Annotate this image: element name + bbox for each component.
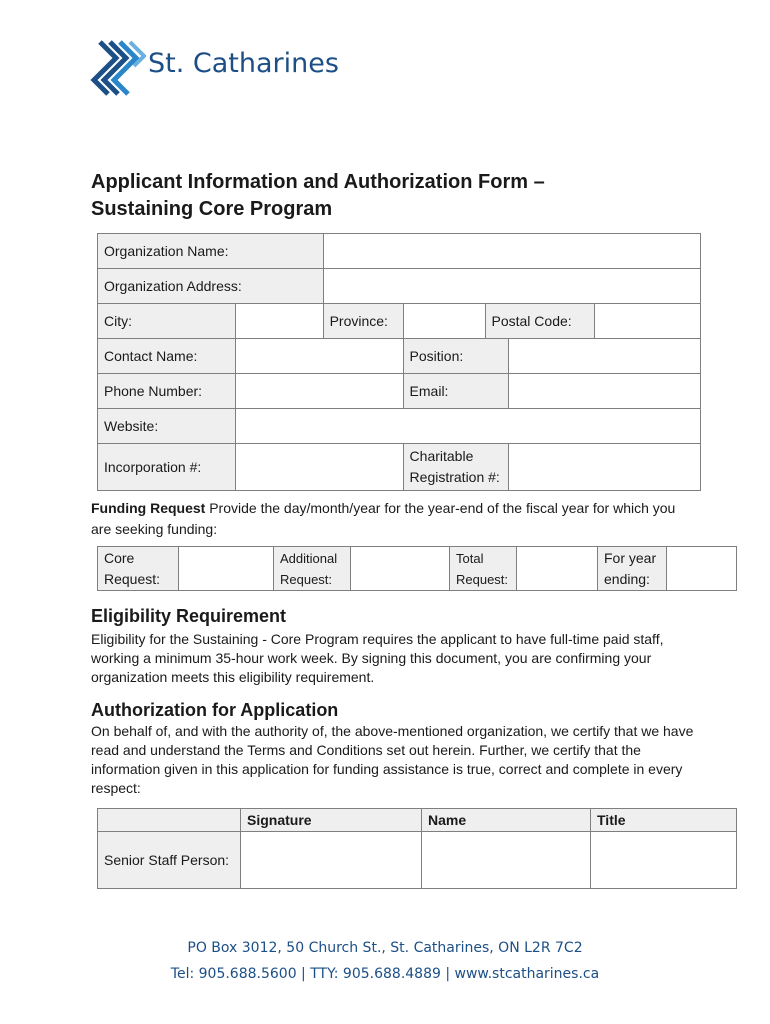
logo-mark-icon bbox=[86, 40, 146, 100]
org-name-label: Organization Name: bbox=[98, 234, 324, 269]
authorization-text: On behalf of, and with the authority of, the above-mentioned organization, we certify that we have read and understand the Terms and Conditions set out herein. Further, we certify that the information given in this application for funding assistance is true, correct and complete in every respect: bbox=[91, 723, 694, 796]
logo-text: St. Catharines bbox=[148, 48, 339, 79]
name-field[interactable] bbox=[422, 832, 591, 889]
year-ending-field[interactable] bbox=[667, 547, 737, 591]
org-name-field[interactable] bbox=[323, 234, 700, 269]
senior-staff-label: Senior Staff Person: bbox=[98, 832, 241, 889]
contact-name-label: Contact Name: bbox=[98, 339, 236, 374]
authorization-table bbox=[97, 808, 737, 889]
eligibility-text: Eligibility for the Sustaining - Core Program requires the applicant to have full-time paid staff, working a minimum 35-hour work week. By signing this document, you are confirming your organization meets this eligibility requirement. bbox=[91, 631, 664, 685]
title-header: Title bbox=[591, 809, 737, 832]
website-field[interactable] bbox=[235, 409, 700, 444]
email-field[interactable] bbox=[509, 374, 701, 409]
position-field[interactable] bbox=[509, 339, 701, 374]
city-field[interactable] bbox=[235, 304, 323, 339]
blank-header-cell bbox=[98, 809, 241, 832]
title-line1: Applicant Information and Authorization Form – bbox=[91, 171, 545, 193]
funding-request-text bbox=[91, 498, 691, 540]
funding-heading: Funding Request bbox=[91, 500, 206, 516]
core-request-label: Core Request: bbox=[98, 547, 179, 591]
title-field[interactable] bbox=[591, 832, 737, 889]
title-line2: Sustaining Core Program bbox=[91, 198, 333, 220]
signature-field[interactable] bbox=[241, 832, 422, 889]
footer-address: PO Box 3012, 50 Church St., St. Catharines, ON L2R 7C2 bbox=[187, 940, 583, 956]
phone-label: Phone Number: bbox=[98, 374, 236, 409]
postal-code-label: Postal Code: bbox=[485, 304, 595, 339]
phone-field[interactable] bbox=[235, 374, 403, 409]
position-label: Position: bbox=[403, 339, 509, 374]
signature-header: Signature bbox=[241, 809, 422, 832]
org-address-field[interactable] bbox=[323, 269, 700, 304]
province-field[interactable] bbox=[403, 304, 485, 339]
charitable-field[interactable] bbox=[509, 444, 701, 491]
charitable-label: Charitable Registration #: bbox=[403, 444, 509, 491]
footer-contact: Tel: 905.688.5600 | TTY: 905.688.4889 | www.stcatharines.ca bbox=[170, 966, 600, 982]
page-title bbox=[91, 169, 545, 223]
city-label: City: bbox=[98, 304, 236, 339]
applicant-info-table bbox=[97, 233, 701, 491]
total-request-label: Total Request: bbox=[450, 547, 517, 591]
funding-table bbox=[97, 546, 737, 591]
province-label: Province: bbox=[323, 304, 403, 339]
city-logo bbox=[86, 40, 346, 100]
incorporation-label: Incorporation #: bbox=[98, 444, 236, 491]
funding-instructions: Provide the day/month/year for the year-end of the fiscal year for which you are seeking funding: bbox=[91, 500, 676, 537]
incorporation-field[interactable] bbox=[235, 444, 403, 491]
total-request-field[interactable] bbox=[517, 547, 598, 591]
email-label: Email: bbox=[403, 374, 509, 409]
year-ending-label: For year ending: bbox=[598, 547, 667, 591]
eligibility-heading: Eligibility Requirement bbox=[91, 606, 287, 626]
additional-request-label: Additional Request: bbox=[274, 547, 351, 591]
org-address-label: Organization Address: bbox=[98, 269, 324, 304]
postal-code-field[interactable] bbox=[595, 304, 701, 339]
authorization-heading: Authorization for Application bbox=[91, 700, 339, 720]
contact-name-field[interactable] bbox=[235, 339, 403, 374]
name-header: Name bbox=[422, 809, 591, 832]
website-label: Website: bbox=[98, 409, 236, 444]
additional-request-field[interactable] bbox=[351, 547, 450, 591]
core-request-field[interactable] bbox=[179, 547, 274, 591]
